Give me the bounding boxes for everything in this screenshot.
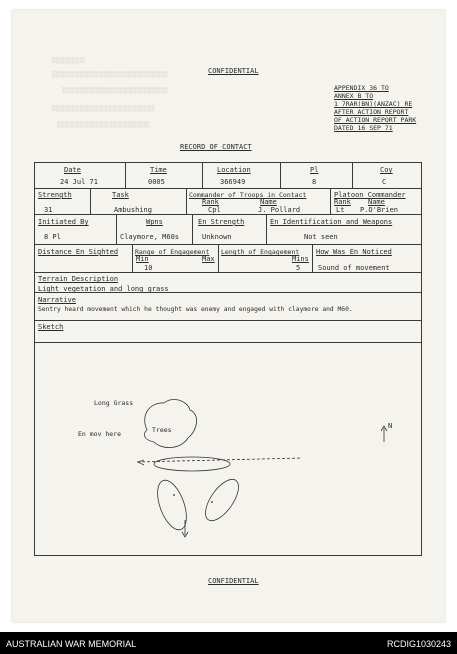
- form-title: RECORD OF CONTACT: [180, 143, 252, 151]
- bleed-through-text: ░░░░░░░░░░░░░░░░░░░░░░░░░░░░░░░░: [62, 88, 168, 94]
- killing-zone-ellipse: [154, 457, 230, 471]
- strength-value: 31: [44, 206, 53, 214]
- wpns-header: Wpns: [146, 218, 163, 226]
- north-label: N: [388, 422, 393, 430]
- time-header: Time: [150, 166, 167, 174]
- name-header: Name: [260, 198, 277, 206]
- platoon-commander-header: Platoon Commander: [334, 191, 406, 199]
- name2-header: Name: [368, 198, 385, 206]
- narrative-value: Sentry heard movement which he thought was enemy and engaged with claymore and M60.: [38, 306, 353, 313]
- ambush-position-left: [152, 476, 192, 533]
- trees-outline: [144, 399, 196, 447]
- strength-header: Strength: [38, 191, 72, 199]
- annex-line: AFTER ACTION REPORT: [334, 108, 409, 116]
- en-strength-header: En Strength: [198, 218, 245, 226]
- rank2-header: Rank: [334, 198, 351, 206]
- min-header: Min: [136, 255, 149, 263]
- pl-value: 8: [312, 178, 317, 186]
- bleed-through-text: ░░░░░░░░░░: [52, 58, 86, 64]
- rank-value: Cpl: [208, 206, 221, 214]
- archive-id: RCDIG1030243: [386, 639, 451, 649]
- document-page: [12, 10, 445, 622]
- sketch-drawing: [12, 10, 445, 622]
- annex-line: 1 7RAR(BN)(ANZAC) RE: [334, 100, 413, 108]
- annex-line: OF ACTION REPORT PARK: [334, 116, 417, 124]
- date-value: 24 Jul 71: [60, 178, 98, 186]
- classification-top: CONFIDENTIAL: [208, 67, 259, 75]
- archive-footer: [0, 632, 457, 654]
- sketch-header: Sketch: [38, 323, 64, 331]
- coy-value: C: [382, 178, 387, 186]
- archive-name: AUSTRALIAN WAR MEMORIAL: [6, 639, 137, 649]
- bleed-through-text: ░░░░░░░░░░░░░░░░░░░░░░░░░░░░░░░: [52, 106, 155, 112]
- mins-value: 5: [296, 264, 301, 272]
- mins-header: Mins: [292, 255, 309, 263]
- narrative-header: Narrative: [38, 296, 76, 304]
- task-header: Task: [112, 191, 129, 199]
- commander-header: Commander of Troops in Contact: [189, 191, 307, 199]
- name2-value: P.O'Brien: [360, 206, 398, 214]
- en-identification-value: Not seen: [304, 233, 338, 241]
- rank-header: Rank: [202, 198, 219, 206]
- en-mov-label: En mov here: [78, 430, 122, 438]
- long-grass-label: Long Grass: [94, 399, 134, 407]
- rank2-value: Lt: [336, 206, 345, 214]
- time-value: 0005: [148, 178, 165, 186]
- task-value: Ambushing: [114, 206, 152, 214]
- max-header: Max: [202, 255, 215, 263]
- terrain-header: Terrain Description: [38, 275, 119, 283]
- length-header: Length of Engagement: [221, 248, 300, 256]
- bleed-through-text: ░░░░░░░░░░░░░░░░░░░░░░░░░░░░: [57, 122, 150, 128]
- ambush-position-right: [199, 474, 245, 526]
- annex-line: APPENDIX 36 TO: [334, 84, 389, 92]
- wpns-value: Claymore, M60s: [120, 233, 180, 241]
- bleed-through-text: ░░░░░░░░░░░░░░░░░░░░░░░░░░░░░░░░░░░: [52, 72, 168, 78]
- name-value: J. Pollard: [258, 206, 301, 214]
- distance-sighted-header: Distance En Sighted: [38, 248, 119, 256]
- range-header: Range of Engagement: [135, 248, 210, 256]
- initiated-by-header: Initiated By: [38, 218, 89, 226]
- location-value: 366949: [220, 178, 246, 186]
- annex-line: DATED 16 SEP 71: [334, 124, 393, 132]
- initiated-by-value: 8 Pl: [44, 233, 61, 241]
- en-strength-value: Unknown: [202, 233, 232, 241]
- how-noticed-header: How Was En Noticed: [316, 248, 392, 256]
- annex-line: ANNEX B TO: [334, 92, 374, 100]
- arrow-left: [138, 460, 144, 465]
- date-header: Date: [64, 166, 81, 174]
- coy-header: Coy: [380, 166, 393, 174]
- pl-header: Pl: [310, 166, 319, 174]
- trees-label: Trees: [152, 426, 172, 434]
- classification-bottom: CONFIDENTIAL: [208, 577, 259, 585]
- location-header: Location: [217, 166, 251, 174]
- en-identification-header: En Identification and Weapons: [270, 218, 393, 226]
- how-noticed-value: Sound of movement: [318, 264, 390, 272]
- terrain-value: Light vegetation and long grass: [38, 285, 169, 293]
- min-value: 10: [144, 264, 153, 272]
